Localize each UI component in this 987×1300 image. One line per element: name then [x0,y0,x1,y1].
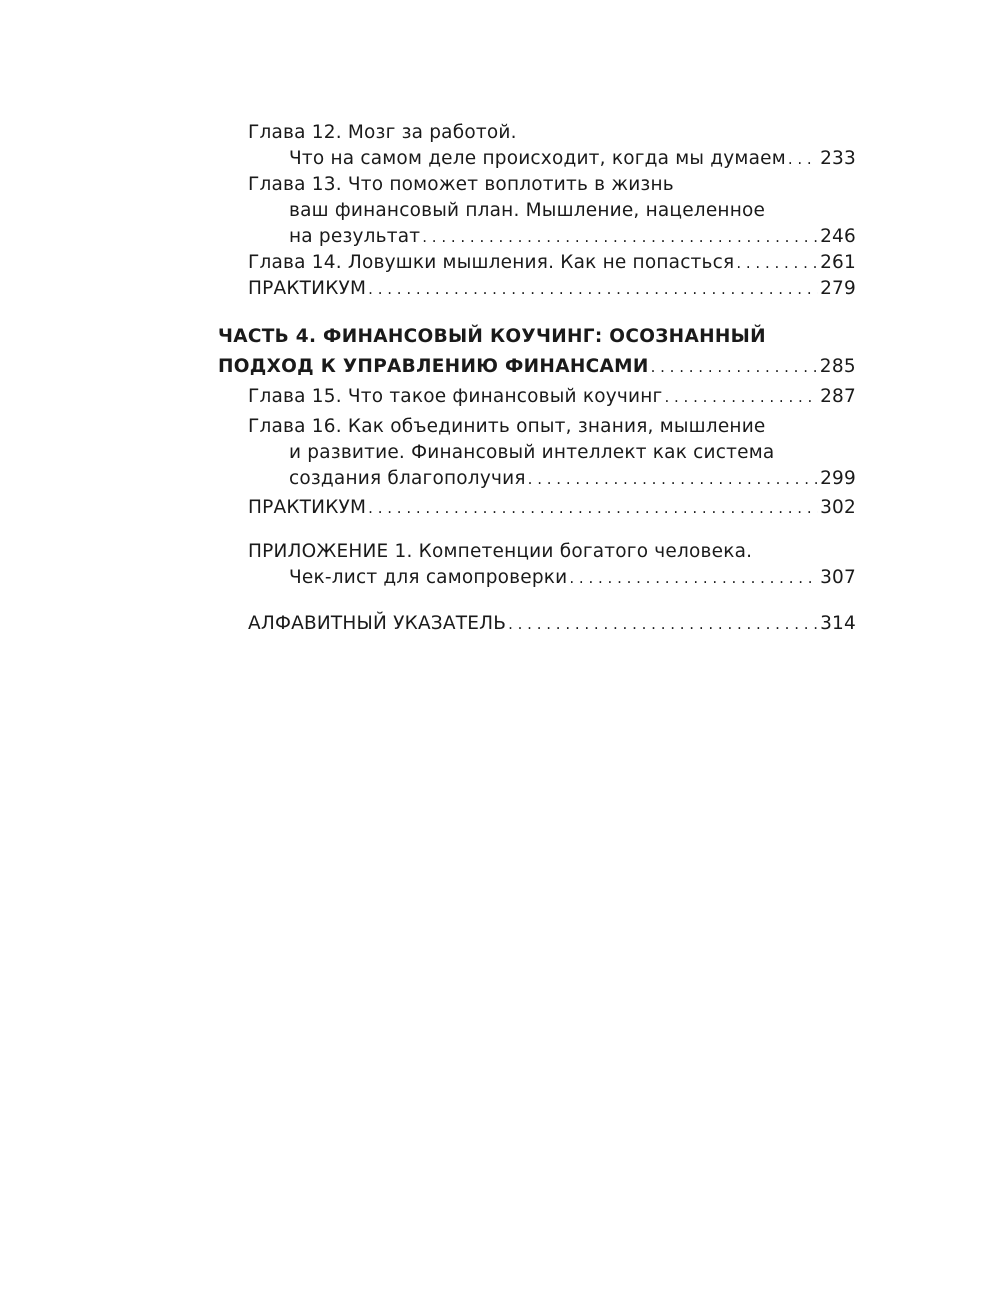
toc-page-number: 302 [820,497,856,518]
toc-page-number: 246 [820,226,856,247]
toc-page-number: 307 [820,567,856,588]
dot-leader [368,495,818,521]
toc-title-last-line [248,611,856,637]
toc-title-middle-line [248,440,856,466]
dot-leader [422,224,818,250]
dot-leader [569,565,818,591]
toc-title-last-line [248,565,856,591]
toc-title-line-1: Глава 13. Что поможет воплотить в жизнь [248,174,674,195]
toc-entry-practicum-part-3[interactable] [218,276,856,302]
toc-page-number: 285 [819,356,856,377]
toc-entry-chapter-12[interactable] [218,120,856,172]
dot-leader [788,146,818,172]
toc-title-line-3: создания благополучия [289,468,526,489]
toc-entry-title [218,324,856,350]
toc-entry-title [248,120,856,146]
toc-title-last-line [218,354,856,380]
toc-entry-title [248,414,856,440]
toc-title-line-1: Глава 12. Мозг за работой. [248,122,517,143]
table-of-contents [218,120,856,637]
toc-title-line-2: Что на самом деле происходит, когда мы думаем [289,148,786,169]
dot-leader [736,250,818,276]
toc-title-line-2: ваш финансовый план. Мышление, нацеленное [289,200,766,221]
toc-title-line-3: на результат [289,226,421,247]
toc-title-line-2: и развитие. Финансовый интеллект как система [289,442,775,463]
toc-entry-title [248,539,856,565]
toc-page-number: 299 [820,468,856,489]
toc-title-last-line [248,495,856,521]
dot-leader [528,466,818,492]
toc-entry-practicum-part-4[interactable] [218,495,856,521]
toc-title-last-line [248,276,856,302]
toc-title-last-line [248,384,856,410]
toc-title-line-1: ПРАКТИКУМ [248,497,367,518]
dot-leader [508,611,818,637]
toc-title-line-1: АЛФАВИТНЫЙ УКАЗАТЕЛЬ [248,613,507,634]
toc-entry-part-4[interactable] [218,324,856,380]
toc-page-number: 314 [820,613,856,634]
toc-title-last-line [248,146,856,172]
toc-page-number: 279 [820,278,856,299]
toc-title-line-1: Глава 14. Ловушки мышления. Как не попасться [248,252,735,273]
toc-title-line-1: Глава 16. Как объединить опыт, знания, мышление [248,416,766,437]
toc-title-line-1: Глава 15. Что такое финансовый коучинг [248,386,663,407]
toc-title-last-line [248,224,856,250]
dot-leader [368,276,818,302]
toc-page-number: 287 [820,386,856,407]
dot-leader [664,384,818,410]
toc-entry-alphabetical-index[interactable] [218,611,856,637]
toc-title-middle-line [248,198,856,224]
toc-title-line-1: ПРАКТИКУМ [248,278,367,299]
toc-entry-chapter-15[interactable] [218,384,856,410]
toc-title-line-1: ЧАСТЬ 4. ФИНАНСОВЫЙ КОУЧИНГ: ОСОЗНАННЫЙ [218,326,766,347]
toc-entry-chapter-13[interactable] [218,172,856,250]
toc-title-last-line [248,250,856,276]
toc-page-number: 233 [820,148,856,169]
dot-leader [651,354,818,380]
toc-title-line-2: Чек-лист для самопроверки [289,567,568,588]
toc-entry-title [248,172,856,198]
toc-entry-appendix-1[interactable] [218,539,856,591]
toc-page-number: 261 [820,252,856,273]
toc-entry-chapter-16[interactable] [218,414,856,492]
toc-title-line-2: ПОДХОД К УПРАВЛЕНИЮ ФИНАНСАМИ [218,356,649,377]
toc-entry-chapter-14[interactable] [218,250,856,276]
toc-title-last-line [248,466,856,492]
toc-title-line-1: ПРИЛОЖЕНИЕ 1. Компетенции богатого человека. [248,541,753,562]
